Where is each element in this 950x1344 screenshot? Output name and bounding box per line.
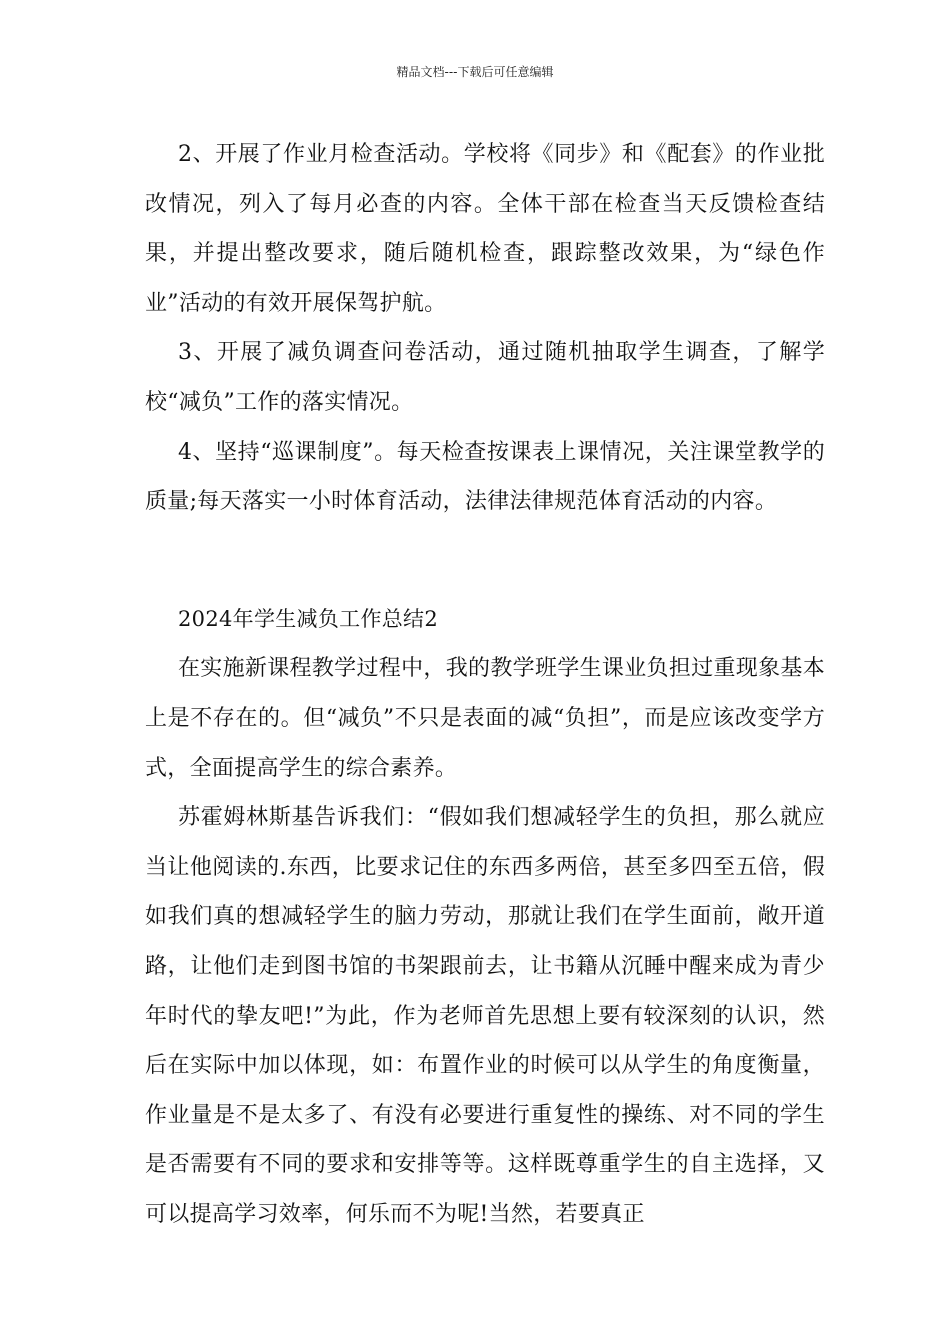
section-title: 2024年学生减负工作总结2 — [178, 606, 439, 631]
document-body — [145, 130, 825, 1239]
paragraph-quote: 苏霍姆林斯基告诉我们：“假如我们想减轻学生的负担，那么就应当让他阅读的.东西，比要求记住的东西多两倍，甚至多四至五倍，假如我们真的想减轻学生的脑力劳动，那就让我们在学生面前，敞开道路，让他们走到图书馆的书架跟前去，让书籍从沉睡中醒来成为青少年时代的挚友吧!”为此，作为老师首先思想上要有较深刻的认识，然后在实际中加以体现，如：布置作业的时候可以从学生的角度衡量，作业量是不是太多了、有没有必要进行重复性的操练、对不同的学生是否需要有不同的要求和安排等等。这样既尊重学生的自主选择，又可以提高学习效率，何乐而不为呢!当然，若要真正 — [145, 805, 825, 1227]
section-spacer — [145, 527, 825, 595]
paragraph-item-3: 3、开展了减负调查问卷活动，通过随机抽取学生调查，了解学校“减负”工作的落实情况。 — [145, 340, 825, 415]
page-header: 精品文档---下载后可任意编辑 — [396, 65, 554, 79]
paragraph-item-4: 4、坚持“巡课制度”。每天检查按课表上课情况，关注课堂教学的质量;每天落实一小时体育活动，法律法律规范体育活动的内容。 — [145, 439, 825, 515]
paragraph-intro: 在实施新课程教学过程中，我的教学班学生课业负担过重现象基本上是不存在的。但“减负”不只是表面的减“负担”，而是应该改变学方式，全面提高学生的综合素养。 — [145, 656, 825, 781]
paragraph-item-2: 2、开展了作业月检查活动。学校将《同步》和《配套》的作业批改情况，列入了每月必查的内容。全体干部在检查当天反馈检查结果，并提出整改要求，随后随机检查，跟踪整改效果，为“绿色作业”活动的有效开展保驾护航。 — [145, 142, 825, 316]
